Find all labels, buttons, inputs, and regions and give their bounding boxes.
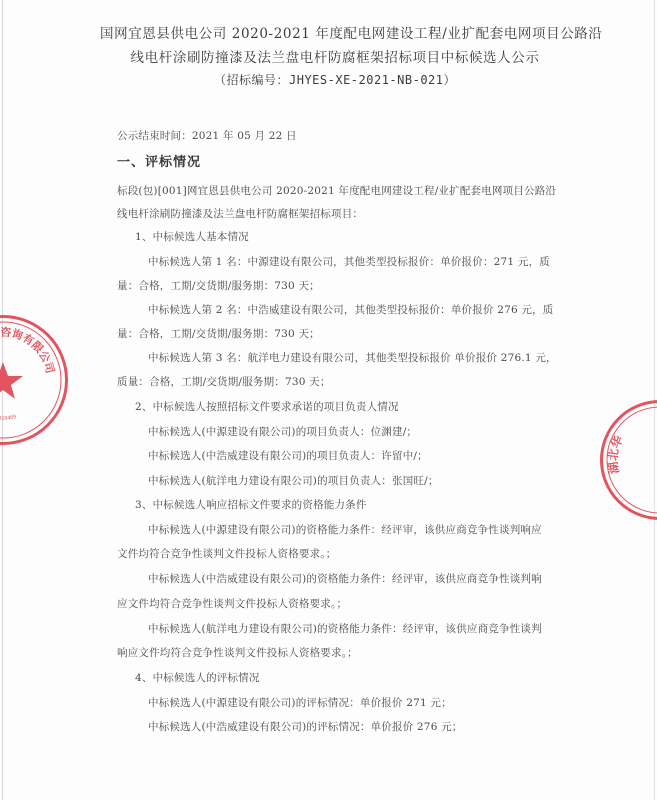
body-line: 中标候选人(中源建设有限公司)的资格能力条件：经评审，该供应商竞争性谈判响应 (148, 524, 542, 536)
svg-text:湖北华 (605, 433, 626, 475)
subsection-heading-3: 3、中标候选人响应招标文件要求的资格能力条件 (135, 499, 367, 511)
body-line: 应文件均符合竞争性谈判文件投标人资格要求。； (117, 598, 348, 610)
svg-text:湖北华禹工程咨询有限公司 (0, 325, 58, 381)
subsection-heading-2: 2、中标候选人按照招标文件要求承诺的项目负责人情况 (135, 401, 399, 413)
seal-right-text: 湖北华 (605, 433, 626, 475)
body-line: 量：合格，工期/交货期/服务期：730 天； (117, 328, 320, 340)
body-line: 中标候选人(中源建设有限公司)的评标情况：单价报价 271 元； (148, 697, 452, 709)
body-line: 质量：合格，工期/交货期/服务期：730 天； (117, 376, 331, 388)
company-seal-left (0, 315, 68, 445)
svg-text:4228000019469 (0, 409, 17, 422)
body-line: 中标候选人(中浩威建设有限公司)的评标情况：单价报价 276 元； (148, 721, 463, 733)
body-line: 中标候选人(航洋电力建设有限公司)的资格能力条件：经评审，该供应商竞争性谈判 (148, 623, 542, 635)
body-line: 中标候选人(中浩威建设有限公司)的项目负责人：许留中/； (148, 450, 428, 462)
body-line: 中标候选人(中浩威建设有限公司)的资格能力条件：经评审，该供应商竞争性谈判响 (148, 573, 542, 585)
body-line: 中标候选人第 1 名：中源建设有限公司，其他类型投标报价：单价报价：271 元，质 (148, 256, 550, 268)
body-line: 标段(包)[001]网宜恩县供电公司 2020-2021 年度配电网建设工程/业扩配套电网项目公路沿 (117, 185, 557, 197)
section-heading: 一、评标情况 (117, 155, 202, 170)
publish-end-time: 公示结束时间：2021 年 05 月 22 日 (117, 130, 297, 142)
subsection-heading-1: 1、中标候选人基本情况 (135, 231, 249, 243)
body-line: 线电杆涂刷防撞漆及法兰盘电杆防腐框架招标项目： (117, 208, 364, 220)
tender-number: （招标编号：JHYES-XE-2021-NB-021） (214, 73, 456, 87)
body-line: 中标候选人第 3 名：航洋电力建设有限公司，其他类型投标报价 单价报价 276.1 元， (148, 352, 557, 364)
body-line: 中标候选人第 2 名：中浩威建设有限公司，其他类型投标报价：单价报价 276 元，质 (148, 304, 554, 316)
subsection-heading-4: 4、中标候选人的评标情况 (135, 672, 260, 684)
document-title-line-1: 国网宜恩县供电公司 2020-2021 年度配电网建设工程/业扩配套电网项目公路沿 (100, 26, 603, 42)
body-line: 文件均符合竞争性谈判文件投标人资格要求。； (117, 548, 337, 560)
document-title-line-2: 线电杆涂刷防撞漆及法兰盘电杆防腐框架招标项目中标候选人公示 (130, 50, 540, 66)
body-line: 中标候选人(中源建设有限公司)的项目负责人：位渊建/； (148, 426, 418, 438)
body-line: 量：合格，工期/交货期/服务期：730 天； (117, 280, 320, 292)
seal-right-graphic (603, 403, 657, 517)
seal-left-text: 咨询有限公司 (0, 325, 57, 375)
seal-left-number: 19469 (1, 413, 17, 422)
seal-left-graphic (0, 318, 65, 442)
body-line: 响应文件均符合竞争性谈判文件投标人资格要求。； (117, 647, 358, 659)
body-line: 中标候选人(航洋电力建设有限公司)的项目负责人：张国旺/； (148, 475, 439, 487)
company-seal-right (600, 400, 657, 520)
